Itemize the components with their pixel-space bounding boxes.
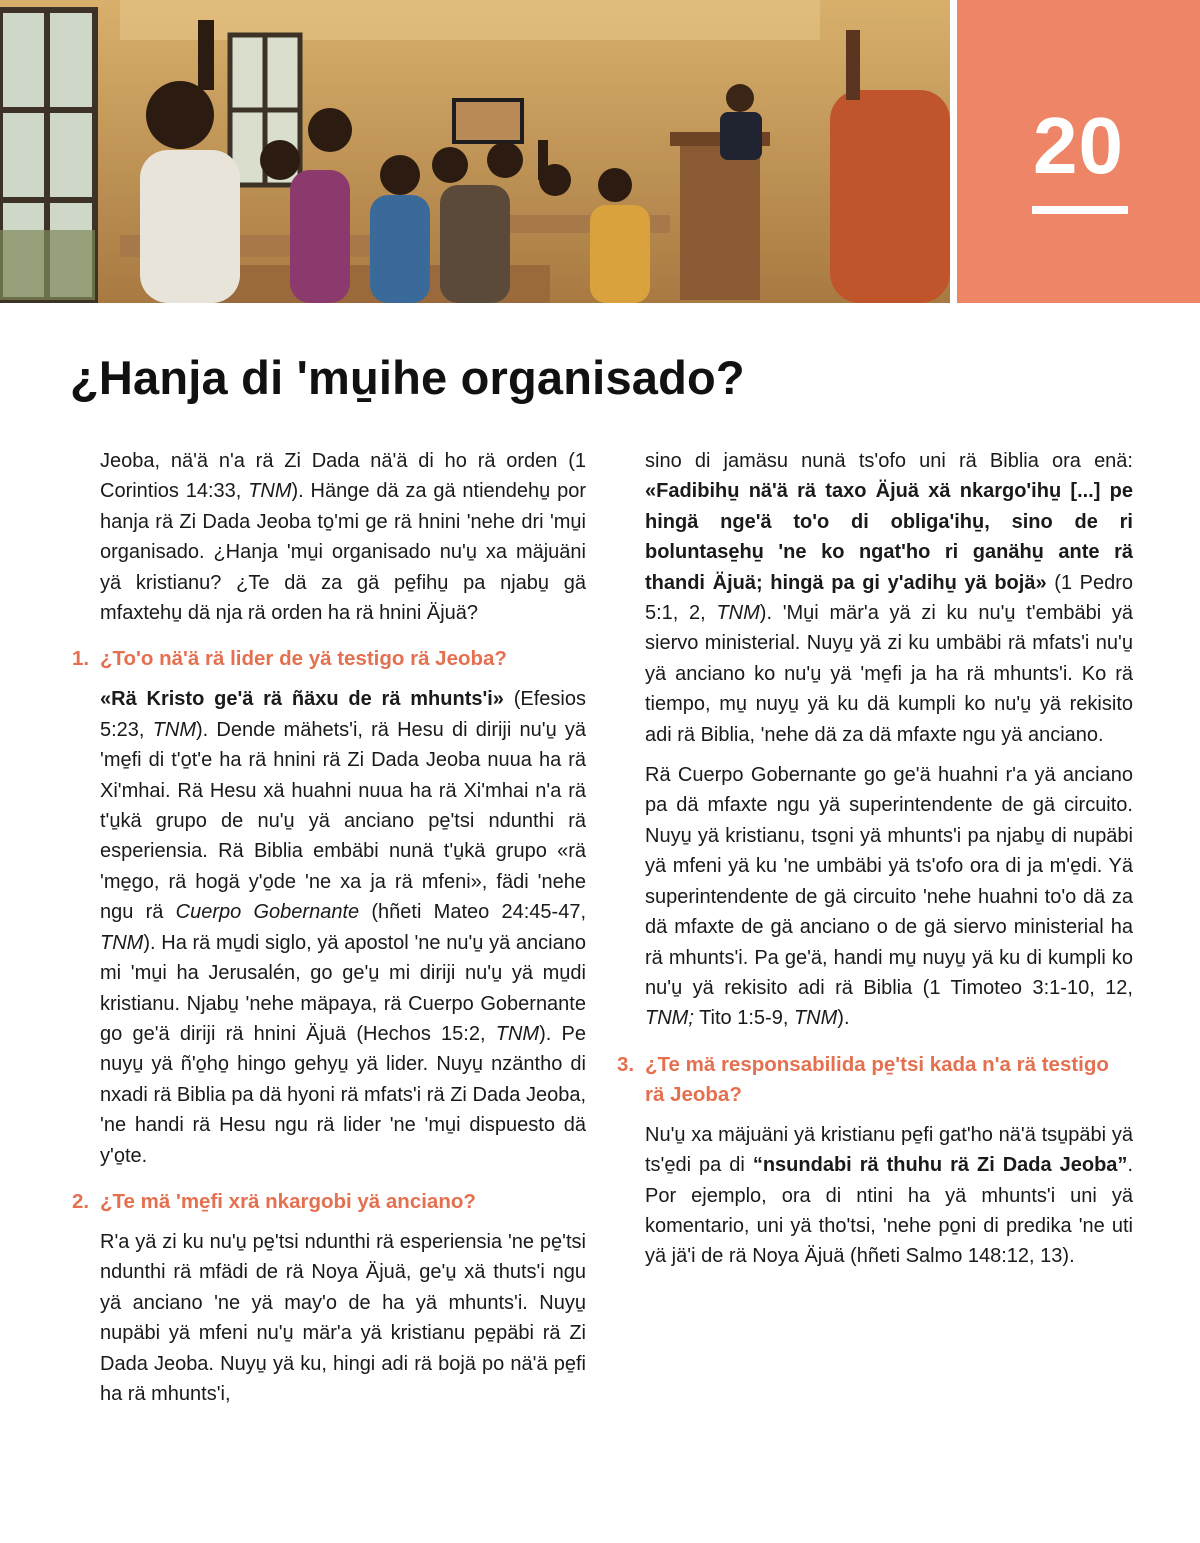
question-3-text: ¿Te mä responsabilida pe̱'tsi kada n'a rä testigo rä Jeoba?	[645, 1052, 1109, 1106]
answer-2-paragraph-3: Rä Cuerpo Gobernante go ge'ä huahni r'a yä anciano pa dä mfaxte ngu yä superintendente de gä circuito. Nuyu̱ yä kristianu, tso̱ni yä mhunts'i pa njabu̱ di nupäbi yä mfeni yä ku 'ne umbäbi yä ts'ofo ora di ja m'e̱di. Yä superintendente de gä circuito 'nehe huahni to'o dä za dä mfaxte de gä anciano o de gä siervo ministerial ha rä mhunts'i. Pa ge'ä, handi mu̱ nuyu̱ yä ku di kumpli ko nu'u̱ yä rekisito adi rä Biblia (1 Timoteo 3:1-10, 12, TNM; Tito 1:5-9, TNM).	[645, 764, 1133, 1030]
question-1-text: ¿To'o nä'ä rä lider de yä testigo rä Jeoba?	[100, 647, 507, 671]
hero-photo	[0, 0, 950, 303]
left-column	[72, 446, 587, 1419]
lesson-number-box	[957, 0, 1200, 303]
page-title: ¿Hanja di 'mu̱ihe organisado?	[70, 351, 745, 404]
congregation-illustration	[0, 0, 950, 303]
answer-2-paragraph-part2: sino di jamäsu nunä ts'ofo uni rä Biblia ora enä: «Fadibihu̱ nä'ä rä taxo Äjuä xä nkargo'ihu̱ [...] pe hingä nge'ä to'o di obliga'ihu̱, sino de ri boluntase̱hu̱ 'ne ko ngat'ho ri ganähu̱ ante rä thandi Äjuä; hingä pa gi y'adihu̱ yä bojä» (1 Pedro 5:1, 2, TNM). 'Mu̱i mär'a yä zi ku nu'u̱ t'embäbi yä siervo ministerial. Nuyu̱ yä zi ku umbäbi rä mfats'i nu'u̱ yä anciano ko nu'u̱ yä 'me̱fi ja ha rä mhunts'i. Ko rä tiempo, mu̱ nuyu̱ yä ku dä kumpli ko nu'u̱ yä rekisito adi rä Biblia, 'nehe dä za dä mfaxte ngu yä anciano.	[645, 450, 1134, 746]
answer-3-paragraph: Nu'u̱ xa mäjuäni yä kristianu pe̱fi gat'ho nä'ä tsu̱päbi yä ts'e̱di pa di “nsundabi rä thuhu rä Zi Dada Jeoba”. Por ejemplo, ora di ntini ha yä mhunts'i uni yä komentario, uni yä tho'tsi, 'nehe po̱ni di predika 'ne uti yä jä'i de rä Noya Äjuä (hñeti Salmo 148:12, 13).	[645, 1123, 1133, 1268]
right-column	[617, 446, 1134, 1282]
question-1-number: 1.	[72, 647, 90, 671]
question-2-number: 2.	[72, 1189, 90, 1213]
question-2-text: ¿Te mä 'me̱fi xrä nkargobi yä anciano?	[100, 1189, 476, 1213]
lesson-number: 20	[1033, 101, 1124, 190]
question-1-heading	[72, 644, 586, 674]
answer-2-paragraph-part1: R'a yä zi ku nu'u̱ pe̱'tsi ndunthi rä esperiensia 'ne pe̱'tsi ndunthi rä mfädi de rä Noya Äjuä, ge'u̱ xä thuts'i ngu yä anciano 'ne yä may'o de ha yä mhunts'i. Nuyu̱ nupäbi yä mfeni nu'u̱ mär'a yä kristianu pe̱päbi rä Zi Dada Jeoba. Nuyu̱ yä ku, hingi adi rä bojä po nä'ä pe̱fi ha rä mhunts'i,	[100, 1230, 586, 1405]
question-2-heading	[72, 1187, 586, 1217]
answer-1-paragraph: «Rä Kristo ge'ä rä ñäxu de rä mhunts'i» (Efesios 5:23, TNM). Dende mähets'i, rä Hesu di diriji nu'u̱ yä 'me̱fi di t'o̱t'e ha rä hnini rä Zi Dada Jeoba nuua ha rä Xi'mhai. Rä Hesu xä huahni nuua ha rä Xi'mhai n'a rä t'u̱kä grupo de nu'u̱ yä anciano pe̱'tsi ndunthi rä esperiensia. Rä Biblia embäbi nunä t'u̱kä grupo «rä 'me̱go, rä hogä y'o̱de 'ne xa ja rä mfeni», fädi 'nehe ngu rä Cuerpo Gobernante (hñeti Mateo 24:45-47, TNM). Ha rä mu̱di siglo, yä apostol 'ne nu'u̱ yä anciano mi 'mu̱i ha Jerusalén, go ge'u̱ mi diriji nu'u̱ yä mu̱di kristianu. Njabu̱ 'nehe mäpaya, rä Cuerpo Gobernante go ge'ä diriji rä hnini Äjuä (Hechos 15:2, TNM). Pe nuyu̱ yä ñ'o̱ho̱ hingo gehyu̱ yä lider. Nuyu̱ nzäntho di nxadi rä Biblia pa dä hyoni rä mfats'i rä Zi Dada Jeoba, 'ne handi rä Hesu ngu rä lider 'ne 'mu̱i dispuesto dä y'o̱te.	[100, 688, 587, 1167]
question-3-number: 3.	[617, 1052, 635, 1076]
intro-paragraph: Jeoba, nä'ä n'a rä Zi Dada nä'ä di ho rä orden (1 Corintios 14:33, TNM). Hänge dä za gä ntiendehu̱ por hanja rä Zi Dada Jeoba to̱'mi ge rä hnini 'nehe dri 'mu̱i organisado. ¿Hanja 'mu̱i organisado nu'u̱ xa mäjuäni yä kristianu? ¿Te dä za gä pe̱fihu̱ pa njabu̱ gä mfaxtehu̱ dä nja rä orden ha rä hnini Äjuä?	[100, 450, 587, 625]
question-3-heading	[617, 1050, 1133, 1110]
lesson-number-underline	[1032, 206, 1128, 214]
